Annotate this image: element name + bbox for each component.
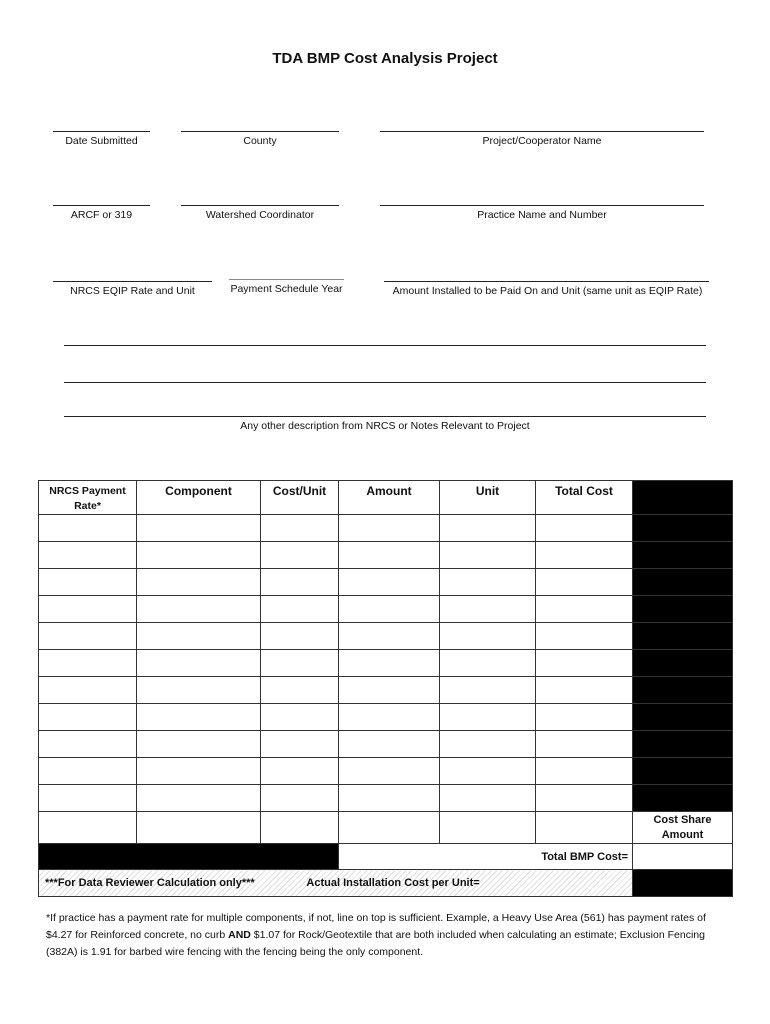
watershed-coordinator-label: Watershed Coordinator	[205, 209, 315, 221]
date-submitted-field[interactable]	[53, 118, 150, 147]
table-row	[39, 731, 733, 758]
cell-component[interactable]	[137, 569, 261, 596]
cell-cost-unit[interactable]	[261, 785, 339, 812]
cell-cost-unit[interactable]	[261, 704, 339, 731]
cell-cost-unit[interactable]	[261, 596, 339, 623]
cell-cost-unit[interactable]	[261, 623, 339, 650]
cell-cost-unit[interactable]	[261, 677, 339, 704]
reviewer-calculation-cell	[39, 870, 633, 897]
cell-component[interactable]	[137, 515, 261, 542]
cost-table	[38, 480, 733, 897]
cell-total-cost[interactable]	[536, 515, 633, 542]
reviewer-row	[39, 870, 733, 897]
arcf-field[interactable]	[53, 192, 150, 221]
cell-amount[interactable]	[339, 731, 440, 758]
cell-unit[interactable]	[440, 650, 536, 677]
cell-component[interactable]	[137, 785, 261, 812]
cell-amount[interactable]	[339, 785, 440, 812]
header-total-cost: Total Cost	[536, 481, 633, 515]
table-row	[39, 704, 733, 731]
cell-nrcs-rate[interactable]	[39, 596, 137, 623]
cell-component[interactable]	[137, 812, 261, 844]
header-unit: Unit	[440, 481, 536, 515]
watershed-coordinator-field[interactable]	[181, 192, 339, 221]
payment-year-field[interactable]	[229, 266, 344, 295]
county-field[interactable]	[181, 118, 339, 147]
cell-total-cost[interactable]	[536, 785, 633, 812]
table-row	[39, 623, 733, 650]
actual-installation-cost-label: Actual Installation Cost per Unit=	[306, 877, 480, 889]
amount-installed-line[interactable]	[384, 268, 709, 282]
county-line[interactable]	[181, 118, 339, 132]
cell-nrcs-rate[interactable]	[39, 623, 137, 650]
table-row	[39, 677, 733, 704]
footnote-text-part-1: *If practice has a payment rate for multiple components, if not, line on top is sufficient. Example, a Heavy Use Area (561) has payment rates of $4.27 for Reinforced concrete, no curb	[46, 912, 706, 941]
date-submitted-label: Date Submitted	[65, 135, 138, 147]
cell-amount[interactable]	[339, 623, 440, 650]
cell-cost-unit[interactable]	[261, 542, 339, 569]
practice-name-field[interactable]	[380, 192, 704, 221]
cell-component[interactable]	[137, 542, 261, 569]
cell-nrcs-rate[interactable]	[39, 542, 137, 569]
cell-unit[interactable]	[440, 677, 536, 704]
table-row	[39, 515, 733, 542]
cell-amount[interactable]	[339, 812, 440, 844]
cell-nrcs-rate[interactable]	[39, 677, 137, 704]
cell-amount[interactable]	[339, 542, 440, 569]
cell-cost-unit[interactable]	[261, 569, 339, 596]
practice-name-label: Practice Name and Number	[477, 209, 607, 221]
cell-total-cost[interactable]	[536, 623, 633, 650]
footnote	[46, 910, 726, 961]
nrcs-rate-line[interactable]	[53, 268, 212, 282]
table-row	[39, 596, 733, 623]
notes-line-1[interactable]	[64, 345, 706, 346]
blacked-out-cell	[633, 542, 733, 569]
cell-unit[interactable]	[440, 731, 536, 758]
header-amount: Amount	[339, 481, 440, 515]
cost-share-amount-input[interactable]	[633, 844, 733, 870]
cell-nrcs-rate[interactable]	[39, 731, 137, 758]
cell-cost-unit[interactable]	[261, 758, 339, 785]
cell-cost-unit[interactable]	[261, 515, 339, 542]
payment-year-label: Payment Schedule Year	[230, 283, 343, 295]
cell-unit[interactable]	[440, 785, 536, 812]
notes-label: Any other description from NRCS or Notes Relevant to Project	[240, 420, 530, 432]
nrcs-rate-label: NRCS EQIP Rate and Unit	[70, 285, 195, 297]
cell-nrcs-rate[interactable]	[39, 812, 137, 844]
document-title: TDA BMP Cost Analysis Project	[272, 50, 498, 67]
table-row	[39, 650, 733, 677]
cell-nrcs-rate[interactable]	[39, 704, 137, 731]
cell-unit[interactable]	[440, 758, 536, 785]
blacked-out-cell	[633, 650, 733, 677]
notes-line-3[interactable]	[64, 416, 706, 417]
cell-amount[interactable]	[339, 704, 440, 731]
arcf-label: ARCF or 319	[70, 209, 133, 221]
cell-component[interactable]	[137, 623, 261, 650]
total-bmp-cost-label: Total BMP Cost=	[339, 844, 633, 870]
footnote-text-part-2: $1.07 for Rock/Geotextile that are both included when calculating an estimate; Exclusion Fencing (382A) is 1.91 for barbed wire fencing with the fencing being the only component.	[46, 929, 705, 958]
project-name-label: Project/Cooperator Name	[482, 135, 602, 147]
arcf-line[interactable]	[53, 192, 150, 206]
project-name-line[interactable]	[380, 118, 704, 132]
payment-year-line[interactable]	[229, 266, 344, 280]
cell-component[interactable]	[137, 758, 261, 785]
cell-unit[interactable]	[440, 542, 536, 569]
blacked-out-cell	[633, 758, 733, 785]
cell-nrcs-rate[interactable]	[39, 515, 137, 542]
practice-name-line[interactable]	[380, 192, 704, 206]
blacked-out-cell	[633, 677, 733, 704]
table-header-row	[39, 481, 733, 515]
blacked-out-cell	[633, 569, 733, 596]
cell-total-cost[interactable]	[536, 677, 633, 704]
cell-component[interactable]	[137, 650, 261, 677]
cell-total-cost[interactable]	[536, 758, 633, 785]
county-label: County	[243, 135, 277, 147]
cell-nrcs-rate[interactable]	[39, 650, 137, 677]
footnote-and-emphasis: AND	[228, 929, 251, 941]
table-row	[39, 812, 733, 844]
blacked-out-cell	[633, 785, 733, 812]
date-submitted-line[interactable]	[53, 118, 150, 132]
cell-amount[interactable]	[339, 569, 440, 596]
blacked-out-cell	[633, 596, 733, 623]
blacked-out-cell	[633, 704, 733, 731]
cell-unit[interactable]	[440, 569, 536, 596]
cell-component[interactable]	[137, 596, 261, 623]
blacked-out-cell	[633, 481, 733, 515]
cell-total-cost[interactable]	[536, 542, 633, 569]
cell-total-cost[interactable]	[536, 704, 633, 731]
project-name-field[interactable]	[380, 118, 704, 147]
cell-unit[interactable]	[440, 812, 536, 844]
cell-amount[interactable]	[339, 758, 440, 785]
cost-share-amount-label: Cost Share Amount	[633, 812, 733, 844]
reviewer-calculation-label: ***For Data Reviewer Calculation only***	[45, 877, 255, 889]
cell-total-cost[interactable]	[536, 812, 633, 844]
cell-amount[interactable]	[339, 677, 440, 704]
cell-total-cost[interactable]	[536, 650, 633, 677]
cell-unit[interactable]	[440, 704, 536, 731]
total-row	[39, 844, 733, 870]
cell-total-cost[interactable]	[536, 731, 633, 758]
cell-component[interactable]	[137, 704, 261, 731]
cell-nrcs-rate[interactable]	[39, 785, 137, 812]
cell-unit[interactable]	[440, 623, 536, 650]
watershed-coordinator-line[interactable]	[181, 192, 339, 206]
table-row	[39, 542, 733, 569]
blacked-out-cell	[633, 623, 733, 650]
cell-cost-unit[interactable]	[261, 650, 339, 677]
blacked-out-cell	[633, 515, 733, 542]
table-row	[39, 569, 733, 596]
cell-unit[interactable]	[440, 596, 536, 623]
cell-amount[interactable]	[339, 650, 440, 677]
cell-nrcs-rate[interactable]	[39, 758, 137, 785]
cell-total-cost[interactable]	[536, 596, 633, 623]
cell-unit[interactable]	[440, 515, 536, 542]
cell-total-cost[interactable]	[536, 569, 633, 596]
cell-component[interactable]	[137, 731, 261, 758]
header-nrcs-payment-rate: NRCS Payment Rate*	[39, 481, 137, 515]
cell-amount[interactable]	[339, 515, 440, 542]
cell-cost-unit[interactable]	[261, 731, 339, 758]
table-row	[39, 785, 733, 812]
blacked-out-cell	[633, 870, 733, 897]
blacked-out-cell	[633, 731, 733, 758]
table-row	[39, 758, 733, 785]
blacked-out-cell	[39, 844, 339, 870]
amount-installed-label: Amount Installed to be Paid On and Unit (same unit as EQIP Rate)	[392, 285, 703, 297]
amount-installed-field[interactable]	[384, 268, 709, 297]
cell-cost-unit[interactable]	[261, 812, 339, 844]
header-component: Component	[137, 481, 261, 515]
cell-amount[interactable]	[339, 596, 440, 623]
nrcs-rate-field[interactable]	[53, 268, 212, 297]
notes-line-2[interactable]	[64, 382, 706, 383]
header-cost-unit: Cost/Unit	[261, 481, 339, 515]
cell-component[interactable]	[137, 677, 261, 704]
cell-nrcs-rate[interactable]	[39, 569, 137, 596]
